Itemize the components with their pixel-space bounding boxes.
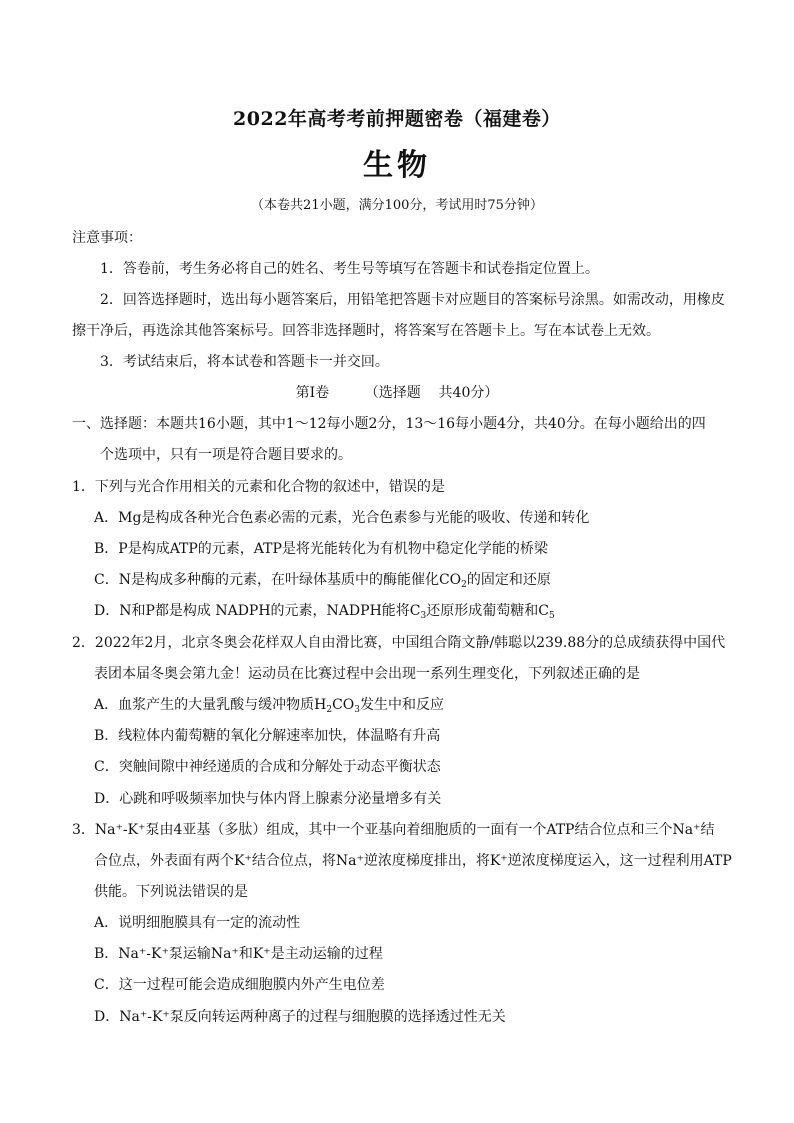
section-intro-line-1: 一、选择题：本题共16小题，其中1～12每小题2分，13～16每小题4分，共40分。在每小题给出的四 xyxy=(72,416,706,432)
question-3-option-a: A．说明细胞膜具有一定的流动性 xyxy=(94,915,301,931)
question-3-stem-line-1: 3．Na⁺-K⁺泵由4亚基（多肽）组成，其中一个亚基向着细胞质的一面有一个ATP结合位点和三个Na⁺结 xyxy=(72,822,715,838)
note-2-line-1: 2．回答选择题时，选出每小题答案后，用铅笔把答题卡对应题目的答案标号涂黑。如需改动，用橡皮 xyxy=(100,292,725,308)
question-3-option-c: C．这一过程可能会造成细胞膜内外产生电位差 xyxy=(94,977,385,993)
question-1-option-b: B．P是构成ATP的元素，ATP是将光能转化为有机物中稳定化学能的桥梁 xyxy=(94,541,548,557)
note-2-line-2: 擦干净后，再选涂其他答案标号。回答非选择题时，将答案写在答题卡上。写在本试卷上无效。 xyxy=(72,323,660,339)
question-1-option-c: C．N是构成多种酶的元素，在叶绿体基质中的酶能催化$CO_2$的固定和还原 xyxy=(94,572,551,590)
exam-meta: （本卷共21小题，满分100分，考试用时75分钟） xyxy=(251,198,543,213)
note-1: 1．答卷前，考生务必将自己的姓名、考生号等填写在答题卡和试卷指定位置上。 xyxy=(100,261,599,277)
question-2-option-a: A．血浆产生的大量乳酸与缓冲物质$H_2CO_3$发生中和反应 xyxy=(94,697,444,715)
note-3: 3．考试结束后，将本试卷和答题卡一并交回。 xyxy=(100,354,389,370)
question-3-option-b: B．Na⁺-K⁺泵运输Na⁺和K⁺是主动运输的过程 xyxy=(94,946,383,962)
question-3-stem-line-3: 供能。下列说法错误的是 xyxy=(94,884,248,900)
question-1-stem: 1．下列与光合作用相关的元素和化合物的叙述中，错误的是 xyxy=(72,479,445,495)
question-2-option-d: D．心跳和呼吸频率加快与体内肾上腺素分泌量增多有关 xyxy=(94,791,442,807)
question-3-stem-line-2: 合位点，外表面有两个K⁺结合位点，将Na⁺逆浓度梯度排出，将K⁺逆浓度梯度运入，这一过程利用ATP xyxy=(94,853,732,869)
section-intro-line-2: 个选项中，只有一项是符合题目要求的。 xyxy=(100,447,352,463)
question-2-stem-line-1: 2．2022年2月，北京冬奥会花样双人自由滑比赛，中国组合隋文静/韩聪以239.88分的总成绩获得中国代 xyxy=(72,635,726,651)
question-2-option-b: B．线粒体内葡萄糖的氧化分解速率加快，体温略有升高 xyxy=(94,728,441,744)
question-2-stem-line-2: 表团本届冬奥会第九金！运动员在比赛过程中会出现一系列生理变化，下列叙述正确的是 xyxy=(94,666,640,682)
question-3-option-d: D．Na⁺-K⁺泵反向转运两种离子的过程与细胞膜的选择透过性无关 xyxy=(94,1009,506,1025)
notes-heading: 注意事项： xyxy=(72,230,142,246)
question-1-option-d: D．N和P都是构成 NADPH的元素，NADPH能将$C_3$还原形成葡萄糖和$C_5$ xyxy=(94,603,555,621)
exam-title: 2022年高考考前押题密卷（福建卷） xyxy=(233,108,561,130)
section-title: 第Ⅰ卷 （选择题 共40分） xyxy=(295,385,499,401)
question-2-option-c: C．突触间隙中神经递质的合成和分解处于动态平衡状态 xyxy=(94,759,441,775)
subject-title: 生物 xyxy=(363,148,431,183)
question-1-option-a: A．Mg是构成各种光合色素必需的元素，光合色素参与光能的吸收、传递和转化 xyxy=(94,510,590,526)
